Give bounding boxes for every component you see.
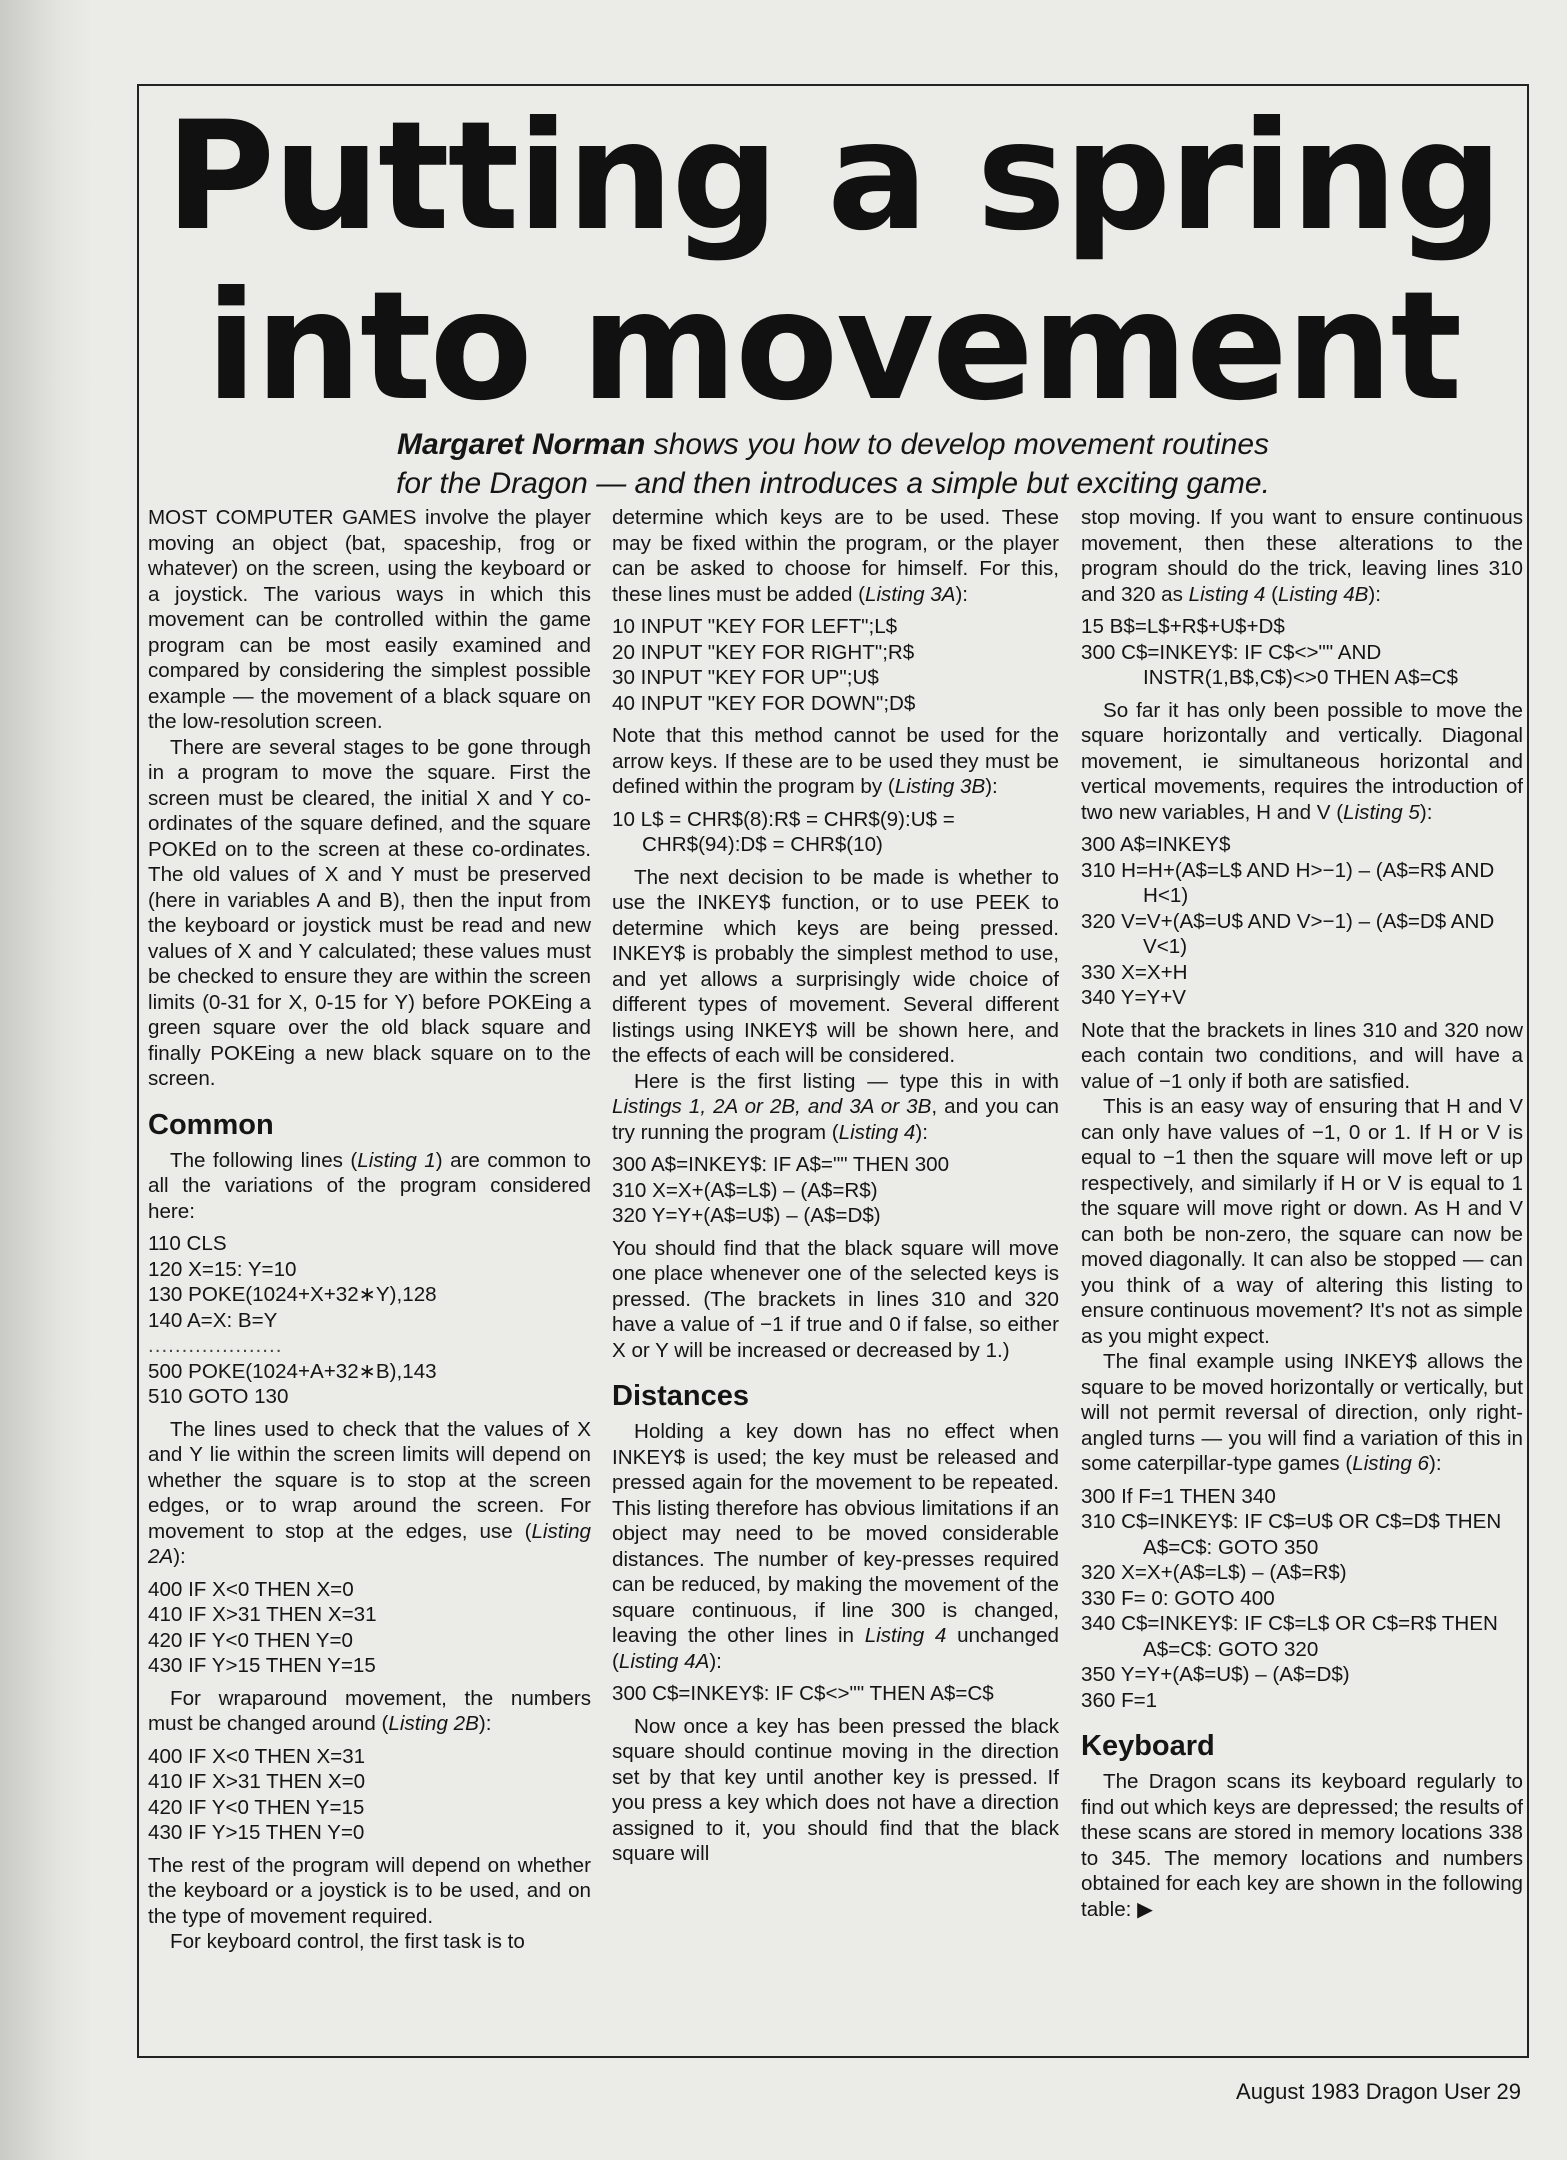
code-line: 320 X=X+(A$=L$) – (A$=R$) xyxy=(1081,1561,1347,1584)
standfirst xyxy=(300,425,1366,503)
code-line: 130 POKE(1024+X+32∗Y),128 xyxy=(148,1283,437,1306)
code-line: 430 IF Y>15 THEN Y=15 xyxy=(148,1654,376,1677)
code-line: 10 INPUT "KEY FOR LEFT";L$ xyxy=(612,615,898,638)
code-line: 40 INPUT "KEY FOR DOWN";D$ xyxy=(612,691,916,715)
listing-3b xyxy=(612,807,1059,858)
code-line: 330 F= 0: GOTO 400 xyxy=(1081,1586,1275,1610)
paragraph: The final example using INKEY$ allows the square to be moved horizontally or vertically, but will not permit reversal of direction, only right-angled turns — you will find a variation of this in some caterpillar-type games (Listing 6): xyxy=(1081,1350,1523,1475)
code-line: 340 C$=INKEY$: IF C$=L$ OR C$=R$ THEN A$=C$: GOTO 320 xyxy=(1081,1612,1498,1661)
paragraph: This is an easy way of ensuring that H and V can only have values of −1, 0 or 1. If H or V is equal to −1 then the square will move left or up respectively, and similarly if H or V is equal to 1 the square will move right or down. As H and V can both be non-zero, the square can now be moved diagonally. It can also be stopped — can you think of a way of altering this listing to ensure continuous movement? It's not as simple as you might expect. xyxy=(1081,1095,1523,1348)
article-title xyxy=(140,92,1526,432)
paragraph: Holding a key down has no effect when INKEY$ is used; the key must be released and pressed again for the movement to be repeated. This listing therefore has obvious limitations if an object may need to be moved considerable distances. The number of key-presses required can be reduced, by making the movement of the square continuous, if line 300 is changed, leaving the other lines in Listing 4 unchanged (Listing 4A): xyxy=(612,1420,1059,1673)
listing-4 xyxy=(612,1152,1059,1229)
code-line: 360 F=1 xyxy=(1081,1688,1158,1712)
listing-ref: Listing 4B xyxy=(1277,582,1369,606)
code-line: 430 IF Y>15 THEN Y=0 xyxy=(148,1821,365,1844)
code-line: 300 If F=1 THEN 340 xyxy=(1081,1484,1276,1508)
paragraph: There are several stages to be gone through in a program to move the square. First the screen must be cleared, the initial X and Y co-ordinates of the square defined, and the square POKEd on to the screen at these co-ordinates. The old values of X and Y must be preserved (here in variables A and B), then the input from the keyboard or joystick must be read and new values of X and Y calculated; these values must be checked to ensure they are within the screen limits (0-31 for X, 0-15 for Y) before POKEing a green square over the old black square and finally POKEing a new black square on to the screen. xyxy=(148,735,591,1090)
code-line: 320 Y=Y+(A$=U$) – (A$=D$) xyxy=(612,1204,881,1227)
code-line: 420 IF Y<0 THEN Y=0 xyxy=(148,1628,353,1652)
code-line: 300 A$=INKEY$ xyxy=(1081,833,1231,856)
code-line: 310 X=X+(A$=L$) – (A$=R$) xyxy=(612,1178,878,1202)
standfirst-text-1: shows you how to develop movement routines xyxy=(645,428,1270,461)
paragraph: The following lines (Listing 1) are common to all the variations of the program considered here: xyxy=(148,1148,591,1223)
page-binding-shadow xyxy=(0,0,92,2160)
paragraph: stop moving. If you want to ensure continuous movement, then these alterations to the program should do the trick, leaving lines 310 and 320 as Listing 4 (Listing 4B): xyxy=(1081,506,1523,606)
paragraph: So far it has only been possible to move the square horizontally and vertically. Diagonal movement, ie simultaneous horizontal and vertical movements, requires the introduction of two new variables, H and V (Listing 5): xyxy=(1081,698,1523,824)
listing-ref: Listing 3A xyxy=(865,582,956,606)
listing-ref: Listing 3B xyxy=(894,775,986,798)
listing-ref: Listing 5 xyxy=(1343,800,1420,824)
paragraph: The rest of the program will depend on whether the keyboard or a joystick is to be used, and on the type of movement required. xyxy=(148,1853,591,1928)
code-line: 300 A$=INKEY$: IF A$="" THEN 300 xyxy=(612,1153,950,1176)
listing-2b xyxy=(148,1744,591,1846)
code-line: 300 C$=INKEY$: IF C$<>"" THEN A$=C$ xyxy=(612,1682,994,1705)
code-line: 30 INPUT "KEY FOR UP";U$ xyxy=(612,666,879,689)
code-line: 110 CLS xyxy=(148,1232,227,1255)
heading-common: Common xyxy=(148,1108,274,1141)
page-footer: August 1983 Dragon User 29 xyxy=(1236,2079,1521,2104)
paragraph: Note that the brackets in lines 310 and 320 now each contain two conditions, and will have a value of −1 only if both are satisfied. xyxy=(1081,1018,1523,1093)
column-2 xyxy=(612,505,1059,1867)
listing-ref: Listing 4 xyxy=(864,1624,947,1647)
listing-ref: Listing 4 xyxy=(838,1120,916,1144)
listing-ref: Listings 1, 2A or 2B, and 3A or 3B xyxy=(612,1095,932,1118)
paragraph: Here is the first listing — type this in with Listings 1, 2A or 2B, and 3A or 3B, and you can try running the program (Listing 4): xyxy=(612,1069,1059,1144)
standfirst-text-2: for the Dragon — and then introduces a simple but exciting game. xyxy=(396,467,1270,500)
code-line: 350 Y=Y+(A$=U$) – (A$=D$) xyxy=(1081,1663,1350,1686)
heading-keyboard: Keyboard xyxy=(1081,1730,1215,1762)
paragraph: MOST COMPUTER GAMES involve the player moving an object (bat, spaceship, frog or whatever) on the screen, using the keyboard or a joystick. The various ways in which this movement can be controlled within the game program can be most easily examined and compared by considering the simplest possible example — the movement of a black square on the low-resolution screen. xyxy=(148,506,591,733)
listing-ellipsis: .................... xyxy=(148,1334,283,1357)
listing-2a xyxy=(148,1577,591,1679)
paragraph: The lines used to check that the values of X and Y lie within the screen limits will depend on whether the square is to stop at the screen edges, or to wrap around the screen. For movement to stop at the edges, use (Listing 2A): xyxy=(148,1417,591,1568)
code-line: 320 V=V+(A$=U$ AND V>−1) – (A$=D$ AND V<1) xyxy=(1081,909,1495,958)
paragraph: You should find that the black square will move one place whenever one of the selected keys is pressed. (The brackets in lines 310 and 320 have a value of −1 if true and 0 if false, so either X or Y will be increased or decreased by 1.) xyxy=(612,1236,1059,1362)
paragraph: For wraparound movement, the numbers must be changed around (Listing 2B): xyxy=(148,1686,591,1735)
code-line: 400 IF X<0 THEN X=0 xyxy=(148,1577,354,1601)
listing-1 xyxy=(148,1231,591,1410)
author-name: Margaret Norman xyxy=(396,428,646,461)
code-line: 340 Y=Y+V xyxy=(1081,986,1186,1009)
paragraph: For keyboard control, the first task is to xyxy=(170,1930,525,1953)
code-line: 410 IF X>31 THEN X=31 xyxy=(148,1603,377,1626)
title-line-1: Putting a spring xyxy=(165,90,1501,264)
code-line: 500 POKE(1024+A+32∗B),143 xyxy=(148,1359,437,1383)
paragraph: determine which keys are to be used. These may be fixed within the program, or the player can be asked to choose for himself. For this, these lines must be added (Listing 3A): xyxy=(612,506,1059,606)
listing-4b xyxy=(1081,614,1523,691)
code-line: 300 C$=INKEY$: IF C$<>"" AND INSTR(1,B$,C$)<>0 THEN A$=C$ xyxy=(1081,640,1458,689)
code-line: 400 IF X<0 THEN X=31 xyxy=(148,1744,366,1768)
code-line: 10 L$ = CHR$(8):R$ = CHR$(9):U$ = CHR$(94):D$ = CHR$(10) xyxy=(612,807,955,856)
listing-ref: Listing 2B xyxy=(388,1712,479,1735)
column-3 xyxy=(1081,505,1523,1922)
paragraph: The Dragon scans its keyboard regularly to find out which keys are depressed; the results of these scans are stored in memory locations 338 to 345. The memory locations and numbers obtained for each key are shown in the following table: ▶ xyxy=(1081,1770,1523,1921)
code-line: 310 H=H+(A$=L$ AND H>−1) – (A$=R$ AND H<1) xyxy=(1081,858,1495,907)
code-line: 20 INPUT "KEY FOR RIGHT";R$ xyxy=(612,640,915,664)
paragraph: Now once a key has been pressed the black square should continue moving in the direction set by that key until another key is pressed. If you press a key which does not have a direction assigned to it, you should find that the black square will xyxy=(612,1714,1059,1865)
column-1 xyxy=(148,505,591,1955)
code-line: 410 IF X>31 THEN X=0 xyxy=(148,1770,366,1793)
listing-4a xyxy=(612,1681,1059,1707)
listing-ref: Listing 2A xyxy=(148,1519,591,1568)
listing-ref: Listing 4A xyxy=(618,1649,710,1673)
listing-3a xyxy=(612,614,1059,716)
listing-5 xyxy=(1081,832,1523,1011)
code-line: 310 C$=INKEY$: IF C$=U$ OR C$=D$ THEN A$=C$: GOTO 350 xyxy=(1081,1510,1502,1559)
listing-ref: Listing 4 xyxy=(1188,582,1266,606)
listing-6 xyxy=(1081,1484,1523,1714)
paragraph: Note that this method cannot be used for the arrow keys. If these are to be used they must be defined within the program by (Listing 3B): xyxy=(612,724,1059,798)
code-line: 15 B$=L$+R$+U$+D$ xyxy=(1081,615,1285,638)
listing-ref: Listing 1 xyxy=(357,1148,436,1172)
listing-ref: Listing 6 xyxy=(1352,1452,1429,1475)
heading-distances: Distances xyxy=(612,1380,750,1412)
code-line: 420 IF Y<0 THEN Y=15 xyxy=(148,1795,365,1819)
code-line: 510 GOTO 130 xyxy=(148,1385,289,1408)
title-line-2: into movement xyxy=(205,260,1461,434)
code-line: 120 X=15: Y=10 xyxy=(148,1257,297,1281)
code-line: 140 A=X: B=Y xyxy=(148,1308,278,1332)
code-line: 330 X=X+H xyxy=(1081,960,1188,984)
paragraph: The next decision to be made is whether to use the INKEY$ function, or to use PEEK to determine which keys are being pressed. INKEY$ is probably the simplest method to use, and yet allows a surprisingly wide choice of different types of movement. Several different listings using INKEY$ will be shown here, and the effects of each will be considered. xyxy=(612,865,1059,1067)
